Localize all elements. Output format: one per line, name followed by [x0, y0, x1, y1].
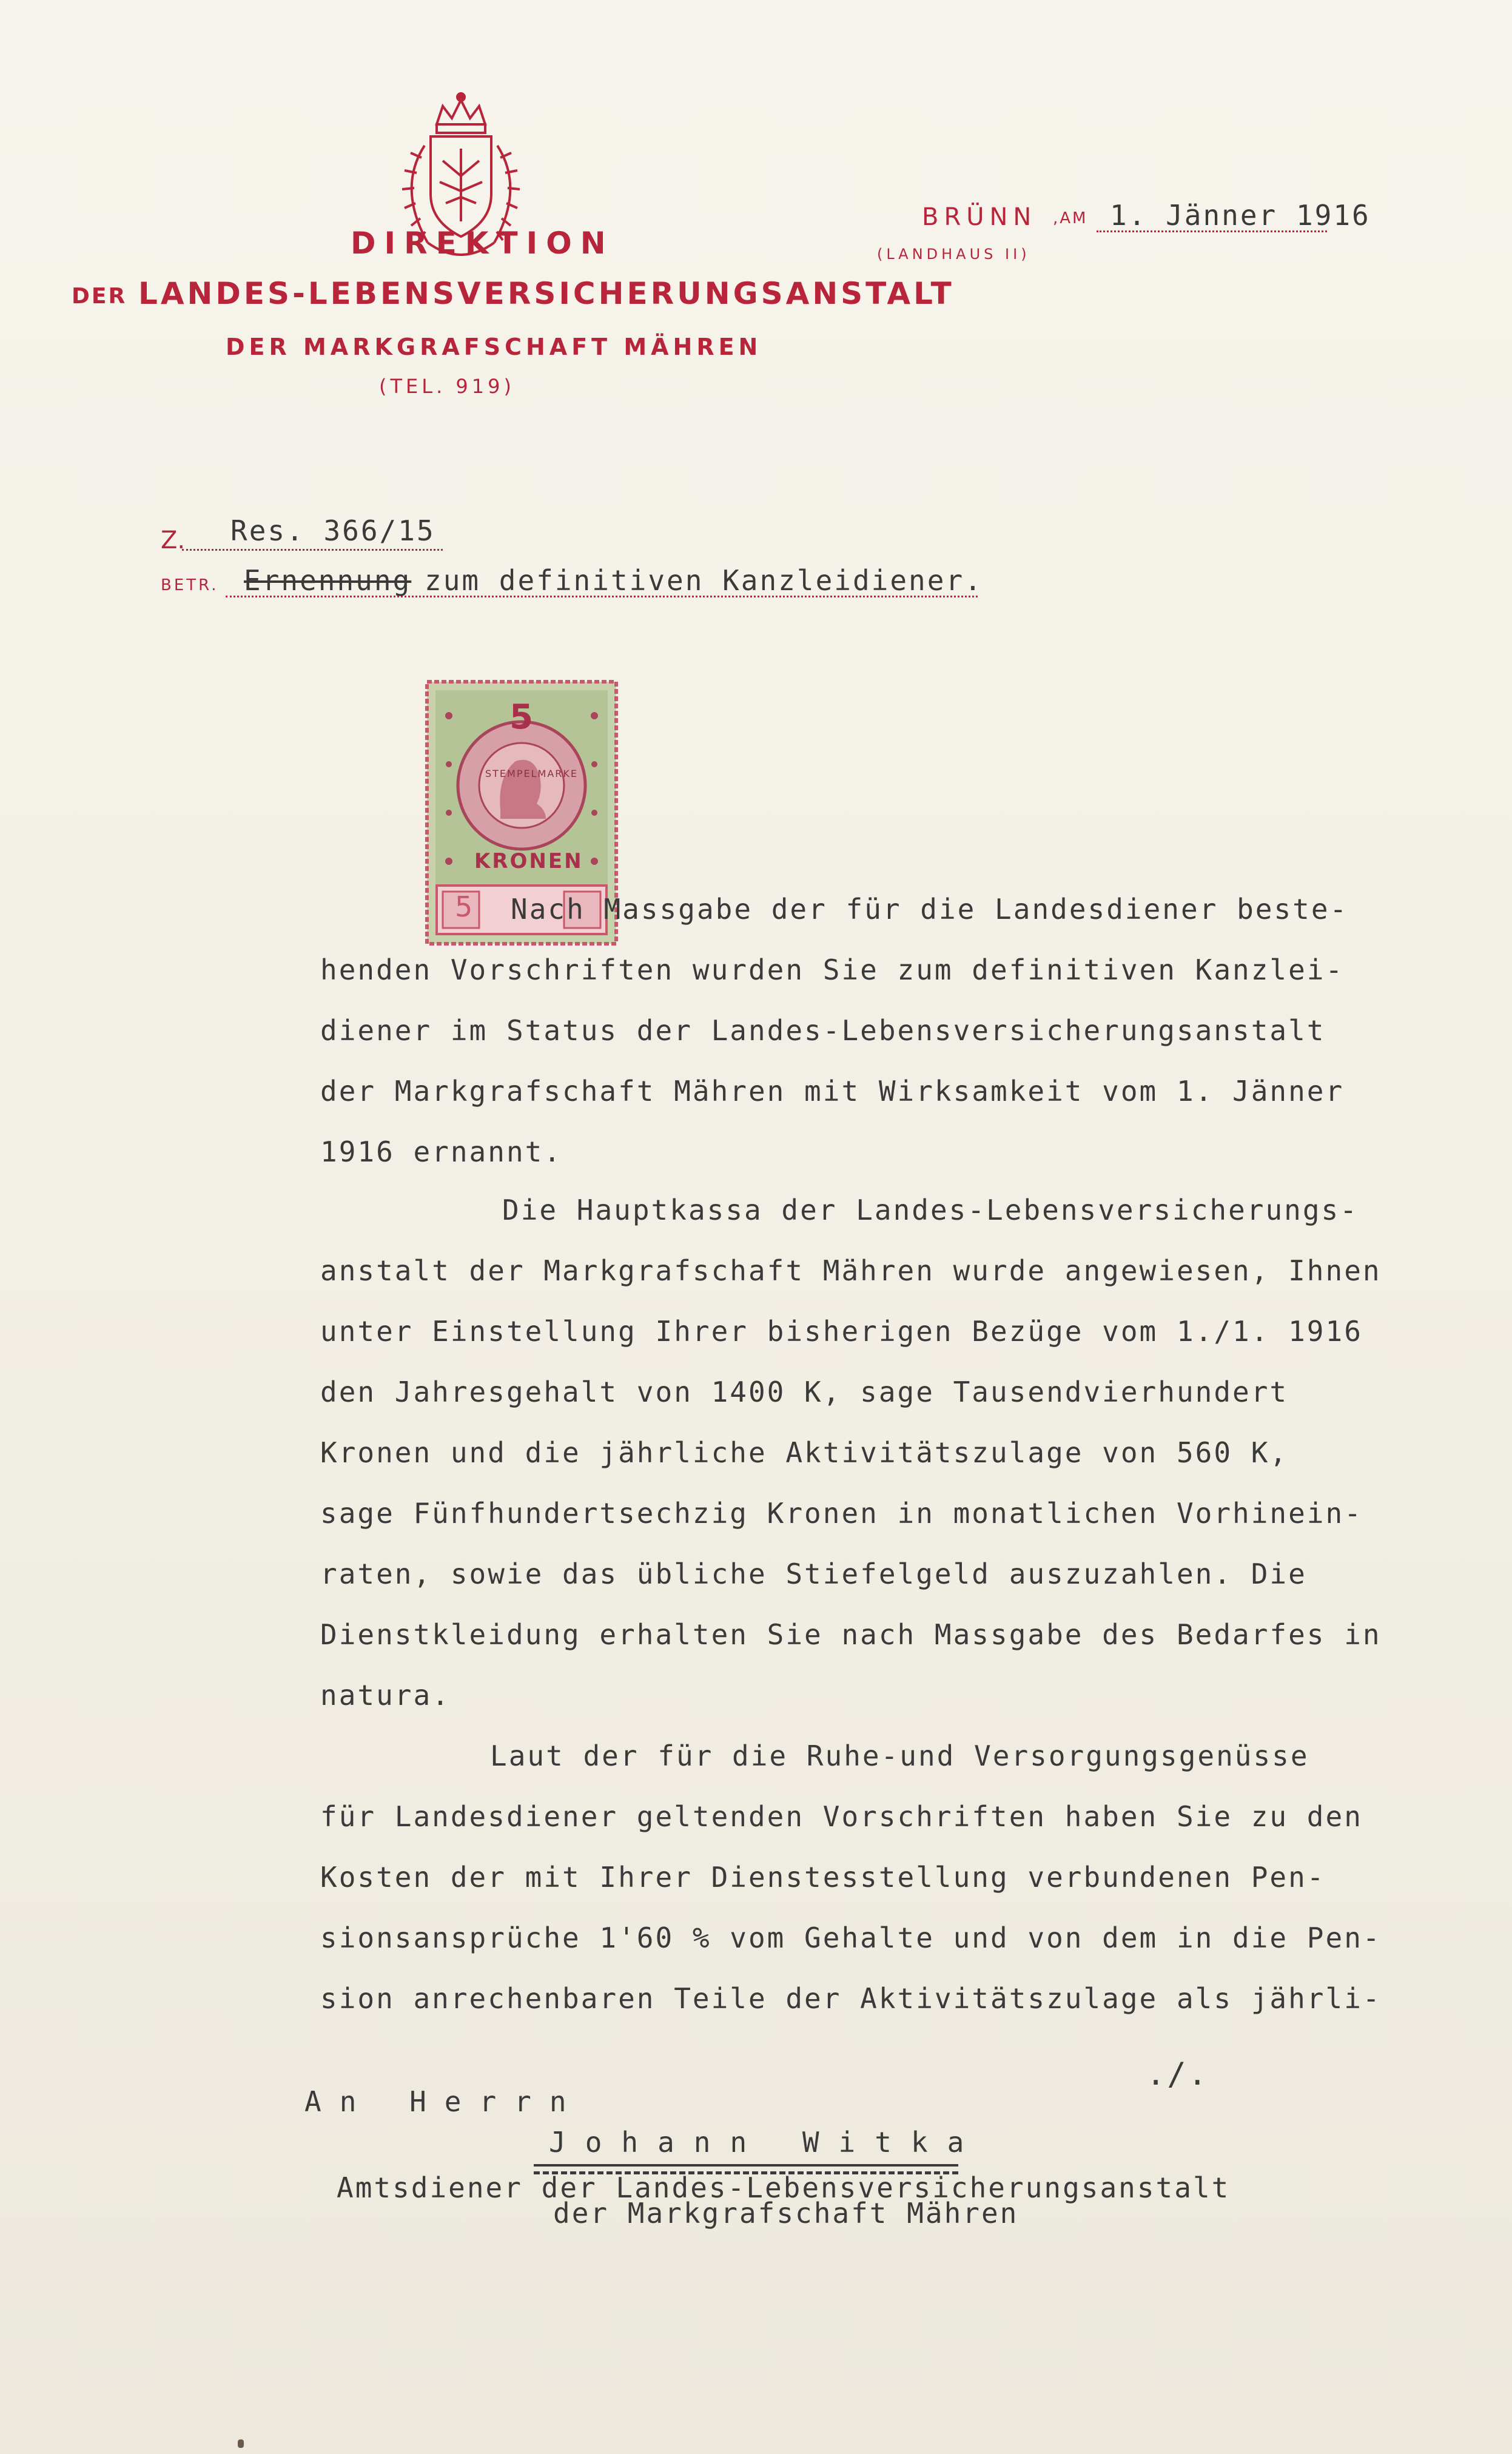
body-p2-line9: natura. [320, 1679, 451, 1712]
body-p3-line5: sion anrechenbaren Teile der Aktivitätszulage als jährli- [320, 1982, 1382, 2015]
continuation-mark: ./. [1146, 2056, 1209, 2093]
body-p2-line5: Kronen und die jährliche Aktivitätszulage von 560 K, [320, 1436, 1289, 1469]
body-p2-line4: den Jahresgehalt von 1400 K, sage Tausendvierhundert [320, 1376, 1289, 1408]
letterhead-prefix-der: DER [72, 284, 127, 309]
addressee-name: Johann Witka [549, 2126, 984, 2159]
reference-number: Res. 366/15 [230, 514, 435, 547]
letter-date: 1. Jänner 1916 [1110, 199, 1371, 232]
body-p2-line3: unter Einstellung Ihrer bisherigen Bezüge vom 1./1. 1916 [320, 1315, 1363, 1348]
letterhead-markgrafschaft: DER MARKGRAFSCHAFT MÄHREN [226, 334, 762, 360]
body-p2-line7: raten, sowie das übliche Stiefelgeld auszuzahlen. Die [320, 1558, 1307, 1590]
body-p2-line1: Die Hauptkassa der Landes-Lebensversicherungs- [502, 1194, 1359, 1226]
subject-line: zum definitiven Kanzleidiener. [425, 564, 983, 597]
body-p1-line1: Nach Massgabe der für die Landesdiener beste- [511, 893, 1349, 926]
body-p2-line2: anstalt der Markgrafschaft Mähren wurde angewiesen, Ihnen [320, 1254, 1382, 1287]
city-label: BRÜNN [922, 203, 1037, 231]
name-underline [534, 2164, 958, 2167]
addressee-title-line1: Amtsdiener der Landes-Lebensversicherungsanstalt [337, 2171, 1231, 2204]
body-p2-line6: sage Fünfhundertsechzig Kronen in monatlichen Vorhinein- [320, 1497, 1363, 1530]
addressee-title-line2: der Markgrafschaft Mähren [553, 2197, 1019, 2230]
stamp-value: 5 [509, 698, 533, 737]
landhaus-address: (LANDHAUS II) [877, 246, 1030, 263]
body-p2-line8: Dienstkleidung erhalten Sie nach Massgabe des Bedarfes in [320, 1618, 1382, 1651]
am-label: ,AM [1053, 209, 1088, 227]
salutation: An Herrn [304, 2085, 585, 2118]
body-p1-line4: der Markgrafschaft Mähren mit Wirksamkeit vom 1. Jänner [320, 1075, 1345, 1108]
z-dotted-line [182, 549, 443, 551]
letterhead-phone: (TEL. 919) [379, 375, 515, 398]
paper-speck [238, 2439, 244, 2448]
body-p3-line4: sionsansprüche 1'60 % vom Gehalte und von dem in die Pen- [320, 1921, 1382, 1954]
stamp-lower-value: 5 [455, 890, 473, 923]
body-p1-line2: henden Vorschriften wurden Sie zum definitiven Kanzlei- [320, 953, 1345, 986]
z-label: Z. [161, 526, 186, 554]
stamp-currency: KRONEN [474, 849, 583, 873]
body-p3-line1: Laut der für die Ruhe-und Versorgungsgenüsse [490, 1740, 1309, 1772]
letterhead-institution: LANDES-LEBENSVERSICHERUNGSANSTALT [138, 276, 955, 311]
body-p3-line2: für Landesdiener geltenden Vorschriften haben Sie zu den [320, 1800, 1363, 1833]
struck-word: Ernennung [244, 564, 412, 597]
betr-label: BETR. [161, 576, 219, 594]
body-p3-line3: Kosten der mit Ihrer Dienstesstellung verbundenen Pen- [320, 1861, 1326, 1894]
body-p1-line5: 1916 ernannt. [320, 1135, 563, 1168]
letterhead-direktion: DIREKTION [351, 226, 614, 261]
body-p1-line3: diener im Status der Landes-Lebensversicherungsanstalt [320, 1014, 1326, 1047]
stamp-ring-text: STEMPELMARKE [485, 768, 578, 779]
